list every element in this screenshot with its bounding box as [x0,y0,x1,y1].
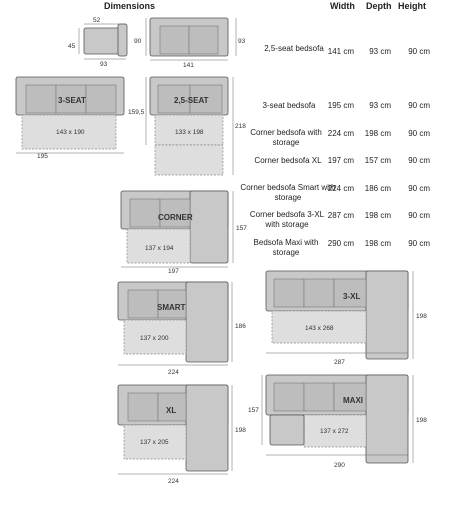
bed-corner: 137 x 194 [145,245,174,252]
label-maxi: MAXI [343,396,363,405]
sofa-3-seat-drawing [16,77,124,160]
width-value: 195 cm [327,101,354,110]
bed-xl: 137 x 205 [140,439,169,446]
column-header-height: Height [398,1,426,11]
depth-value: 198 cm [364,129,391,138]
page-title: Dimensions [104,1,156,11]
bed-smart: 137 x 200 [140,335,169,342]
dim-xl-depth: 198 [235,427,246,434]
bed-3xl: 143 x 268 [305,325,334,332]
label-3-seat: 3-SEAT [58,96,86,105]
dim-3xl-width: 287 [334,359,345,366]
sofa-smart-drawing [118,282,246,376]
product-name: Corner bedsofa 3-XL with storage [249,210,325,229]
dim-3-seat-width: 195 [37,153,48,160]
height-value: 90 cm [408,129,430,138]
depth-value: 93 cm [369,101,391,110]
width-value: 141 cm [327,47,354,56]
label-corner: CORNER [158,213,193,222]
dim-xl-width: 224 [168,478,179,485]
dim-side-height: 45 [68,43,76,50]
sofa-25-drawing [134,18,246,69]
bed-maxi: 137 x 272 [320,428,349,435]
dim-smart-width: 224 [168,369,179,376]
bed-25-seat: 133 x 198 [175,129,204,136]
width-value: 290 cm [327,239,354,248]
dim-corner-width: 197 [168,268,179,275]
dim-maxi-depth-left: 157 [248,407,259,414]
label-xl: XL [166,406,177,415]
sofa-25-bed-drawing [128,77,246,175]
sofa-3xl-drawing [266,271,427,366]
height-value: 90 cm [408,184,430,193]
product-name: Corner bedsofa with storage [250,128,322,147]
dim-smart-depth: 186 [235,323,246,330]
dim-maxi-width: 290 [334,462,345,469]
dim-25-extended: 159,5 [128,109,145,116]
product-name: 3-seat bedsofa [262,101,316,110]
bed-3-seat: 143 x 190 [56,129,85,136]
sofa-corner-drawing [121,191,247,275]
height-value: 90 cm [408,101,430,110]
depth-value: 198 cm [364,211,391,220]
width-value: 287 cm [327,211,354,220]
dim-25-side: 90 [134,38,142,45]
dim-3xl-depth: 198 [416,313,427,320]
depth-value: 186 cm [364,184,391,193]
label-3xl: 3-XL [343,292,361,301]
label-smart: SMART [157,303,186,312]
dim-side-top: 52 [93,17,101,24]
label-25-seat: 2,5-SEAT [174,96,209,105]
product-name: 2,5-seat bedsofa [264,44,324,53]
height-value: 90 cm [408,156,430,165]
product-name: Corner bedsofa XL [254,156,322,165]
side-view-drawing [68,17,127,68]
dim-corner-depth: 157 [236,225,247,232]
width-value: 224 cm [327,184,354,193]
width-value: 224 cm [327,129,354,138]
dim-25-width: 141 [183,62,194,69]
product-name: Bedsofa Maxi with storage [253,238,319,257]
dim-25-total: 218 [235,123,246,130]
depth-value: 93 cm [369,47,391,56]
sofa-maxi-drawing [248,375,427,469]
dim-side-width: 93 [100,61,108,68]
height-value: 90 cm [408,47,430,56]
dim-25-depth: 93 [238,38,246,45]
depth-value: 157 cm [364,156,391,165]
dim-maxi-depth: 198 [416,417,427,424]
column-header-width: Width [330,1,355,11]
sofa-xl-drawing [118,385,246,485]
height-value: 90 cm [408,239,430,248]
column-header-depth: Depth [366,1,392,11]
width-value: 197 cm [327,156,354,165]
product-name: Corner bedsofa Smart with storage [240,183,336,202]
height-value: 90 cm [408,211,430,220]
depth-value: 198 cm [364,239,391,248]
